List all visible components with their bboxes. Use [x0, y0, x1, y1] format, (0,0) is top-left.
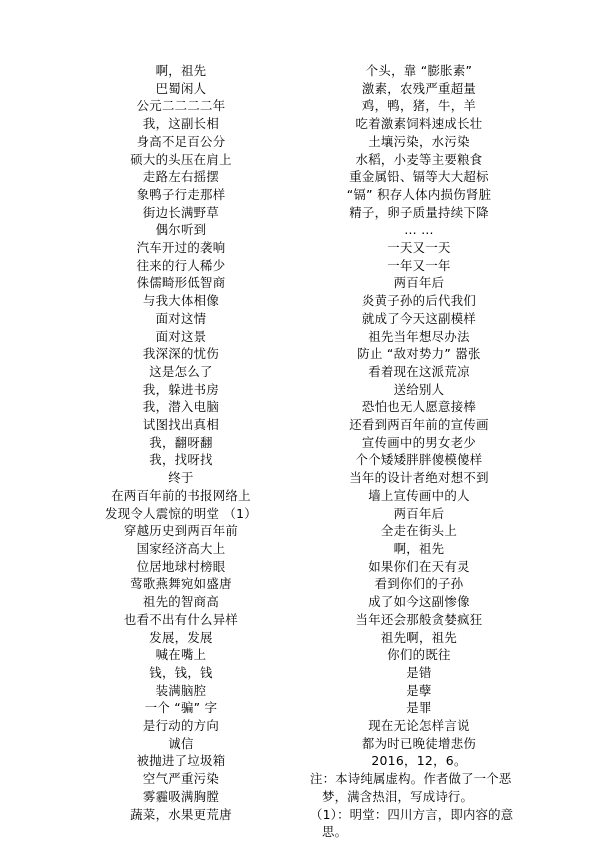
poem-line: 成了如今这副惨像	[368, 594, 470, 610]
poem-line: 全走在街头上	[380, 523, 458, 539]
poem-line: 一个 “骗” 字	[144, 700, 218, 716]
poem-line: 炎黄子孙的后代我们	[361, 293, 477, 309]
poem-line: 个个矮矮胖胖傻模傻样	[355, 452, 483, 468]
poem-line: 也看不出有什么异样	[123, 611, 239, 627]
poem-line: 侏儒畸形低智商	[136, 275, 226, 291]
poem-line: 鸡，鸭，猪，牛，羊	[361, 98, 477, 114]
poem-line: 公元二二二二年	[136, 98, 226, 114]
poem-line: 墙上宣传画中的人	[368, 487, 470, 503]
poem-right-column	[300, 62, 530, 841]
poem-line: 这是怎么了	[149, 363, 213, 379]
poem-line: 试图找出真相	[142, 417, 220, 433]
poem-date: 2016，12，6。	[371, 753, 467, 769]
poem-line: 激素，农残严重超量	[361, 80, 477, 96]
poem-line: 两百年后	[393, 275, 445, 291]
poem-line: 硕大的头压在肩上	[130, 151, 232, 167]
poem-line: 我，这副长相	[142, 116, 220, 132]
poem-line: 是行动的方向	[142, 718, 220, 734]
poem-line: 祖先的智商高	[142, 594, 220, 610]
poem-columns	[40, 62, 560, 841]
poem-line: 是孽	[406, 682, 432, 698]
poem-line: 啊，祖先	[155, 63, 207, 78]
poem-line: 终于	[168, 470, 194, 486]
poem-line: 看到你们的子孙	[374, 576, 464, 592]
poem-line: 一天又一天	[387, 240, 451, 256]
poem-line: 偶尔听到	[155, 222, 207, 238]
poem-line: 街边长满野草	[142, 204, 220, 220]
poem-line: 象鸭子行走那样	[136, 186, 226, 202]
poem-line: 两百年后	[393, 505, 445, 521]
poem-line: 位居地球村榜眼	[136, 558, 226, 574]
poem-line: 我，躲进书房	[142, 381, 220, 397]
poem-line: 是罪	[406, 700, 432, 716]
poem-note-line: 梦，满含热泪，写成诗行。	[322, 788, 474, 804]
poem-line: 面对这情	[155, 310, 207, 326]
poem-line: 防止 “敌对势力” 嚣张	[357, 346, 481, 362]
poem-line: 还看到两百年前的宣传画	[349, 417, 489, 433]
poem-line: 一年又一年	[387, 257, 451, 273]
poem-line: 宣传画中的男女老少	[361, 434, 477, 450]
poem-line: 喊在嘴上	[155, 647, 207, 663]
poem-line: 发现令人震惊的明堂 （1）	[104, 505, 258, 521]
poem-line: 我，潜入电脑	[142, 399, 220, 415]
poem-line: 蔬菜，水果更荒唐	[130, 806, 232, 822]
poem-line: 当年的设计者绝对想不到	[349, 470, 489, 486]
poem-line: 送给别人	[393, 381, 445, 397]
poem-line: 汽车开过的袭响	[136, 240, 226, 256]
poem-line: 装满脑腔	[155, 682, 207, 698]
poem-line: 被抛进了垃圾箱	[136, 753, 226, 769]
poem-note-line: 注：本诗纯属虚构。作者做了一个恶	[310, 771, 512, 787]
poem-line: 土壤污染，水污染	[368, 133, 470, 149]
poem-line: “镉” 积存人体内损伤肾脏	[346, 186, 492, 202]
poem-line: 我，找呀找	[149, 452, 213, 468]
poem-line: 在两百年前的书报网络上	[111, 487, 251, 503]
poem-line: 都为时已晚徒增悲伤	[361, 735, 477, 751]
poem-line: 发展，发展	[149, 629, 213, 645]
poem-line: 是错	[406, 664, 432, 680]
poem-line: 个头，靠 “膨胀素”	[365, 63, 473, 78]
poem-line: 恐怕也无人愿意接棒	[361, 399, 477, 415]
poem-line: 诚信	[168, 735, 194, 751]
poem-line: 你们的既往	[387, 647, 451, 663]
poem-line: 水稻，小麦等主要粮食	[355, 151, 483, 167]
poem-line: 我深深的忧伤	[142, 346, 220, 362]
poem-line: 往来的行人稀少	[136, 257, 226, 273]
poem-line: 空气严重污染	[142, 771, 220, 787]
poem-line: 就成了今天这副模样	[361, 310, 477, 326]
poem-line: 看着现在这派荒凉	[368, 363, 470, 379]
poem-note-line: 思。	[322, 824, 348, 840]
poem-line: 啊，祖先	[393, 540, 445, 556]
poem-line: 与我大体相像	[142, 293, 220, 309]
poem-line: 祖先啊，祖先	[380, 629, 458, 645]
poem-note-line: （1）：明堂：四川方言，即内容的意	[310, 806, 514, 822]
poem-line: 穿越历史到两百年前	[123, 523, 239, 539]
poem-line: 面对这景	[155, 328, 207, 344]
poem-line: 重金属铅、镉等大大超标	[349, 169, 489, 185]
poem-line: 我，翻呀翻	[149, 434, 213, 450]
poem-line: 国家经济高大上	[136, 540, 226, 556]
poem-line: 如果你们在天有灵	[368, 558, 470, 574]
poem-line: 精子，卵子质量持续下降	[349, 204, 489, 220]
poem-line: 吃着激素饲料速成长壮	[355, 116, 483, 132]
poem-left-column	[70, 62, 300, 823]
poem-line: 祖先当年想尽办法	[368, 328, 470, 344]
poem-line: … …	[404, 222, 434, 238]
poem-line: 当年还会那般贪婪疯狂	[355, 611, 483, 627]
poem-line: 走路左右摇摆	[142, 169, 220, 185]
poem-line: 身高不足百公分	[136, 133, 226, 149]
poem-line: 现在无论怎样言说	[368, 718, 470, 734]
poem-line: 莺歌燕舞宛如盛唐	[130, 576, 232, 592]
poem-line: 巴蜀闲人	[155, 80, 207, 96]
poem-line: 雾霾吸满胸膛	[142, 788, 220, 804]
poem-line: 钱，钱，钱	[149, 664, 213, 680]
